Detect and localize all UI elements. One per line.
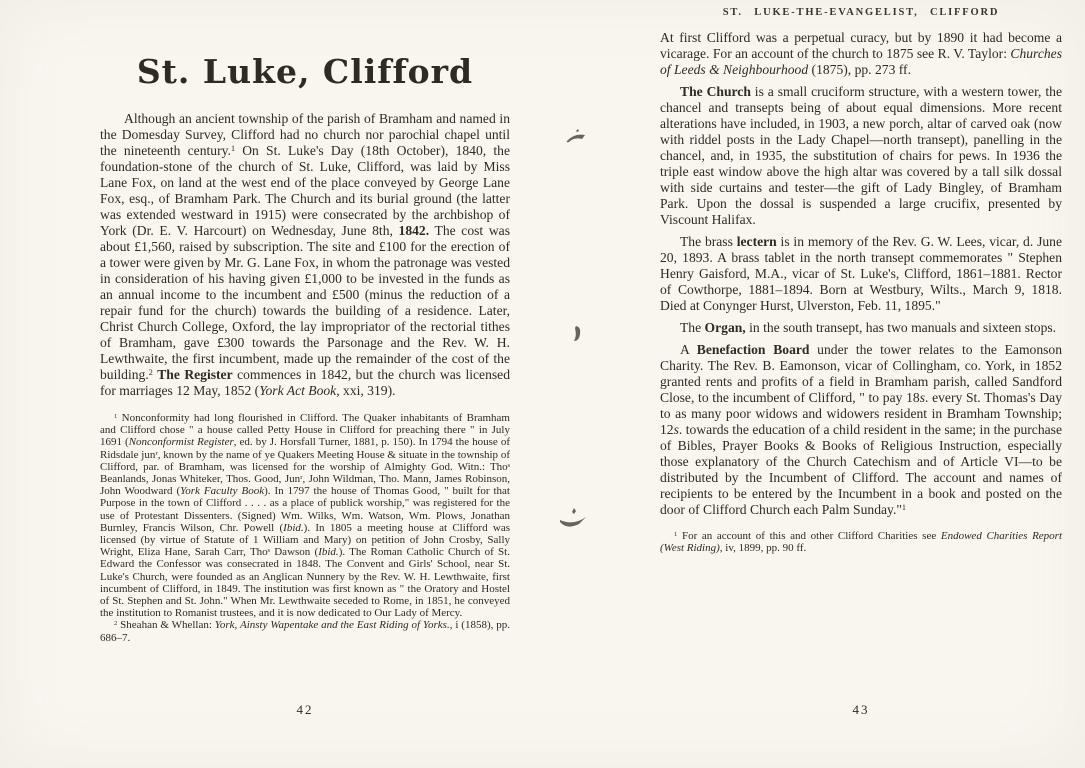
left-page-column bbox=[100, 52, 510, 644]
right-page bbox=[570, 0, 1085, 768]
right-body-text bbox=[660, 30, 1062, 518]
body-paragraph: At first Clifford was a perpetual curacy, but by 1890 it had become a vicarage. For an account of the church to 1875 see R. V. Taylor: Churches of Leeds & Neighbourhood (1875), pp. 273 ff. bbox=[660, 30, 1062, 77]
page-number-left: 42 bbox=[296, 702, 314, 717]
footnote: $^1$ For an account of this and other Clifford Charities see Endowed Charities Report (West Riding), iv, 1899, pp. 90 ff. bbox=[660, 530, 1063, 555]
body-paragraph: A Benefaction Board under the tower relates to the Eamonson Charity. The Rev. B. Eamonson, vicar of Collingham, co. York, in 1852 granted rents and profits of a field in Bramham parish, called Sandford Close, to the incumbent of Clifford, " to pay 18s. every St. Thomas's Day to as many poor widows and widowers resident in Bramham Township; 12s. towards the education of a child resident in the same; in the purchase of Bibles, Prayer Books & Books of Religious Instruction, especially those explanatory of the Church Catechism and of Article VI—to be distributed by the Incumbent of Clifford. The account and names of recipients to be entered by the Incumbent in a book and posted on the door of Clifford Church each Palm Sunday."$^1$ bbox=[660, 342, 1062, 517]
right-page-column bbox=[660, 30, 1062, 554]
body-paragraph: The brass lectern is in memory of the Rev. G. W. Lees, vicar, d. June 20, 1893. A brass tablet in the north transept commemorates " Stephen Henry Gaisford, M.A., vicar of St. Luke's, Clifford, 1861–1881. Rector of Cowthorpe, 1881–1894. Born at Westbury, Wilts., March 9, 1818. Died at Conynger Hurst, Ulverston, Feb. 11, 1895." bbox=[660, 234, 1062, 313]
right-footnotes bbox=[660, 530, 1062, 554]
running-header: ST. LUKE-THE-EVANGELIST, CLIFFORD bbox=[722, 7, 1000, 18]
body-paragraph: Although an ancient township of the parish of Bramham and named in the Domesday Survey, Clifford had no church nor parochial chapel until the nineteenth century.$^1$ On St. Luke's Day (18th October), 1840, the foundation-stone of the church of St. Luke, Clifford, was laid by Miss Lane Fox, on land at the west end of the place conveyed by George Lane Fox, esq., of Bramham Park. The Church and its burial ground (the latter was extended westward in 1915) were consecrated by the archbishop of York (Dr. E. V. Harcourt) on Wednesday, June 8th, 1842. The cost was about £1,560, raised by subscription. The site and £100 for the erection of a tower were given by Mr. G. Lane Fox, in whom the patronage was vested in consideration of his having given £1,000 to be invested in the funds as an annual income to the incumbent and £500 (minus the reduction of a repair fund for the church) towards the building of a residence. Later, Christ Church College, Oxford, the lay impropriator of the rectorial tithes of Bramham, gave £300 towards the Parsonage and the Rev. W. H. Lewthwaite, the first incumbent, made up the remainder of the cost of the building.$^2$ The Register commences in 1842, but the church was licensed for marriages 12 May, 1852 (York Act Book, xxi, 319). bbox=[100, 111, 511, 398]
footnote: $^2$ Sheahan & Whellan: York, Ainsty Wapentake and the East Riding of Yorks., i (1858), pp. 686–7. bbox=[100, 619, 511, 644]
body-paragraph: The Organ, in the south transept, has two manuals and sixteen stops. bbox=[680, 320, 1057, 335]
body-paragraph: The Church is a small cruciform structure, with a western tower, the chancel and transepts being of about equal dimensions. More recent alterations have included, in 1903, a new porch, altar of carved oak (now with riddel posts in the Lady Chapel—north transept), panelling in the chancel, and, in 1935, the substitution of chairs for pews. In 1936 the triple east window above the high altar was covered by a tall silk dossal with side curtains and tester—the gift of Lady Bingley, of Bramham Park. Upon the dossal is suspended a large crucifix, presented by Viscount Halifax. bbox=[660, 84, 1062, 227]
left-body-text bbox=[100, 111, 510, 399]
footnote: $^1$ Nonconformity had long flourished in Clifford. The Quaker inhabitants of Bramham and Clifford chose " a house called Petty House in Clifford for preaching there " in July 1691 (Nonconformist Register, ed. by J. Horsfall Turner, 1881, p. 150). In 1794 the house of Ridsdale junʳ, known by the name of ye Quakers Meeting House & situate in the township of Clifford, par. of Bramham, was licensed for the worship of Almighty God. Witn.: Thoˢ Beanlands, Jonas Whiteker, Thos. Good, Junʳ, John Wildman, Tho. Mann, James Robinson, John Woodward (York Faculty Book). In 1797 the house of Thomas Good, " built for that Purpose in the town of Clifford . . . . as a place of publick worship," was registered for the use of Protestant Dissenters. (Signed) Wm. Wilks, Wm. Watson, Wm. Plows, Jonathan Burnley, Francis Wilson, Chr. Powell (Ibid.). In 1805 a meeting house at Clifford was licensed (by virtue of Statute of 1 William and Mary) on petition of John Crosby, Sally Wright, Eliza Hane, Sarah Carr, Thoˢ Dawson (Ibid.). The Roman Catholic Church of St. Edward the Confessor was consecrated in 1848. The Convent and Girls' School, near St. Luke's Church, were founded as an Anglican Nunnery by the Rev. W. H. Lewthwaite, first incumbent of Clifford, in 1849. The institution was first known as " the Oratory and Hostel of St. Stephen and St. John." When Mr. Lewthwaite seceded to Rome, in 1851, he conveyed the institution to Romanist trustees, and it is now dedicated to Our Lady of Mercy. bbox=[100, 412, 510, 620]
left-footnotes bbox=[100, 412, 510, 644]
page-number-right: 43 bbox=[852, 702, 870, 717]
page-title: St. Luke, Clifford bbox=[136, 52, 474, 91]
